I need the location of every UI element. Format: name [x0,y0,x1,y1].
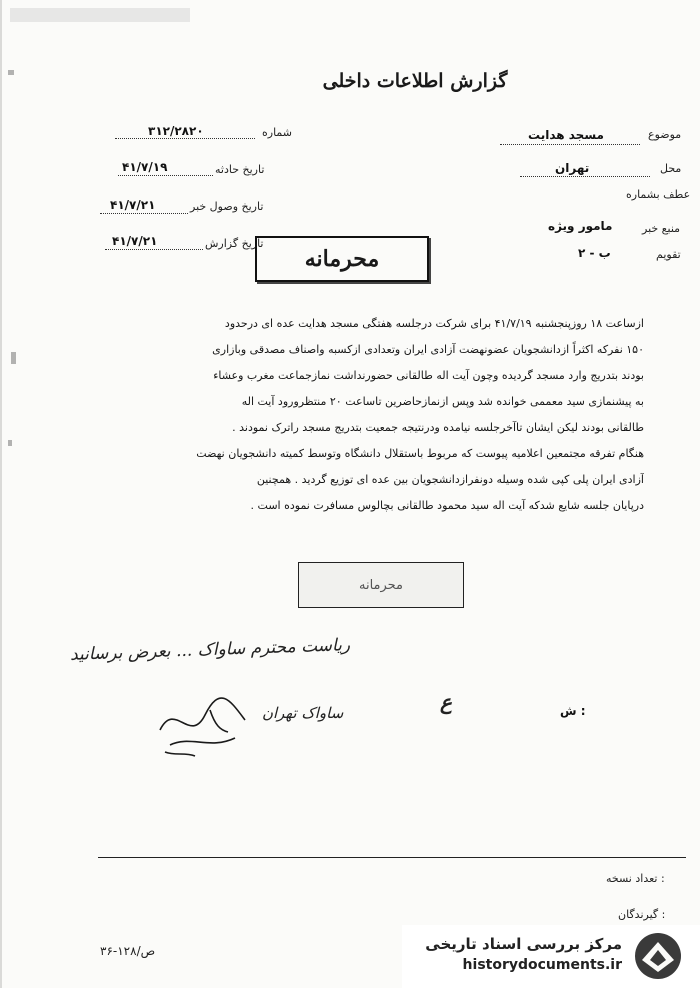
watermark-logo-icon [628,930,688,982]
form-number: ص/۱۲۸-۳۶ [100,944,156,958]
scan-edge [0,0,2,988]
body-line: ۱۵۰ نفرکه اکثراً ازدانشجویان عضونهضت آزادی ایران وتعدادی ازکسبه واصناف مصدقی وبازاری [212,343,644,356]
signature [150,690,260,760]
field-received-date-line [100,213,188,214]
field-subject-value: مسجد هدایت [528,128,604,142]
field-subject-label: موضوع [648,128,682,141]
watermark-site: historydocuments.ir [462,957,622,973]
field-location-label: محل [660,162,682,175]
field-received-date-label: تاریخ وصول خبر [190,200,264,213]
field-source-label: منبع خبر [642,222,681,235]
field-mark: ش : [560,704,586,718]
handwritten-mark: ع [440,690,452,714]
handwritten-unit: ساواک تهران [262,704,344,722]
recipients-label: گیرندگان : [618,908,666,921]
scan-speck [8,70,14,75]
copies-label: تعداد نسخه : [606,872,665,885]
document-title: گزارش اطلاعات داخلی [322,70,508,92]
footer-rule [98,857,686,858]
field-received-date-value: ۴۱/۷/۲۱ [110,198,156,212]
field-location-line [520,176,650,177]
scan-speck [11,352,16,364]
field-report-date-value: ۴۱/۷/۲۱ [112,234,158,248]
field-report-date-line [105,249,203,250]
field-subject-line [500,144,640,145]
scan-noise-top [10,8,190,22]
body-line: آزادی ایران پلی کپی شده وسیله دونفرازدانشجویان بین عده ای توزیع گردید . همچنین [256,473,644,486]
scan-speck [8,440,12,446]
field-incident-date-line [118,175,213,176]
field-number-value: ۳۱۲/۲۸۲۰ [148,124,204,138]
field-reference-label: عطف بشماره [626,188,691,201]
field-number-line [115,138,255,139]
field-incident-date-label: تاریخ حادثه [215,163,265,176]
field-source-value: مامور ویژه [548,219,613,233]
report-body [72,311,644,519]
field-calendar-label: تقویم [656,248,681,261]
body-line: ازساعت ۱۸ روزپنجشنبه ۴۱/۷/۱۹ برای شرکت درجلسه هفتگی مسجد هدایت عده ای درحدود [224,317,644,330]
field-report-date-label: تاریخ گزارش [205,237,264,250]
body-line: بودند بتدریج وارد مسجد گردیده وچون آیت اله طالقانی حضورنداشت نمازجماعت مغرب وعشاء [213,369,644,382]
faded-stamp: محرمانه [298,562,464,608]
body-line: درپایان جلسه شایع شدکه آیت اله سید محمود طالقانی بچالوس مسافرت نموده است . [250,499,644,512]
body-line: هنگام تفرقه مجتمعین اعلامیه پیوست که مربوط باستقلال دانشگاه وتوسط کمیته دانشجویان نهضت [196,447,644,460]
field-calendar-value: ب - ۲ [578,246,611,260]
field-location-value: تهران [555,161,590,175]
body-line: به پیشنمازی سید معممی خوانده شد وپس ازنمازحاضرین تاساعت ۲۰ منتظرورود آیت اله [241,395,644,408]
handwritten-note: ریاست محترم ساواک ... بعرض برسانید [69,635,351,665]
classification-stamp: محرمانه [255,236,429,282]
field-number-label: شماره [262,126,293,139]
watermark-name: مرکز بررسی اسناد تاریخی [425,935,622,953]
body-line: طالقانی بودند لیکن ایشان تاآخرجلسه نیامده ودرنتیجه جمعیت بتدریج مسجد راترک نمودند . [232,421,644,434]
field-incident-date-value: ۴۱/۷/۱۹ [122,160,168,174]
